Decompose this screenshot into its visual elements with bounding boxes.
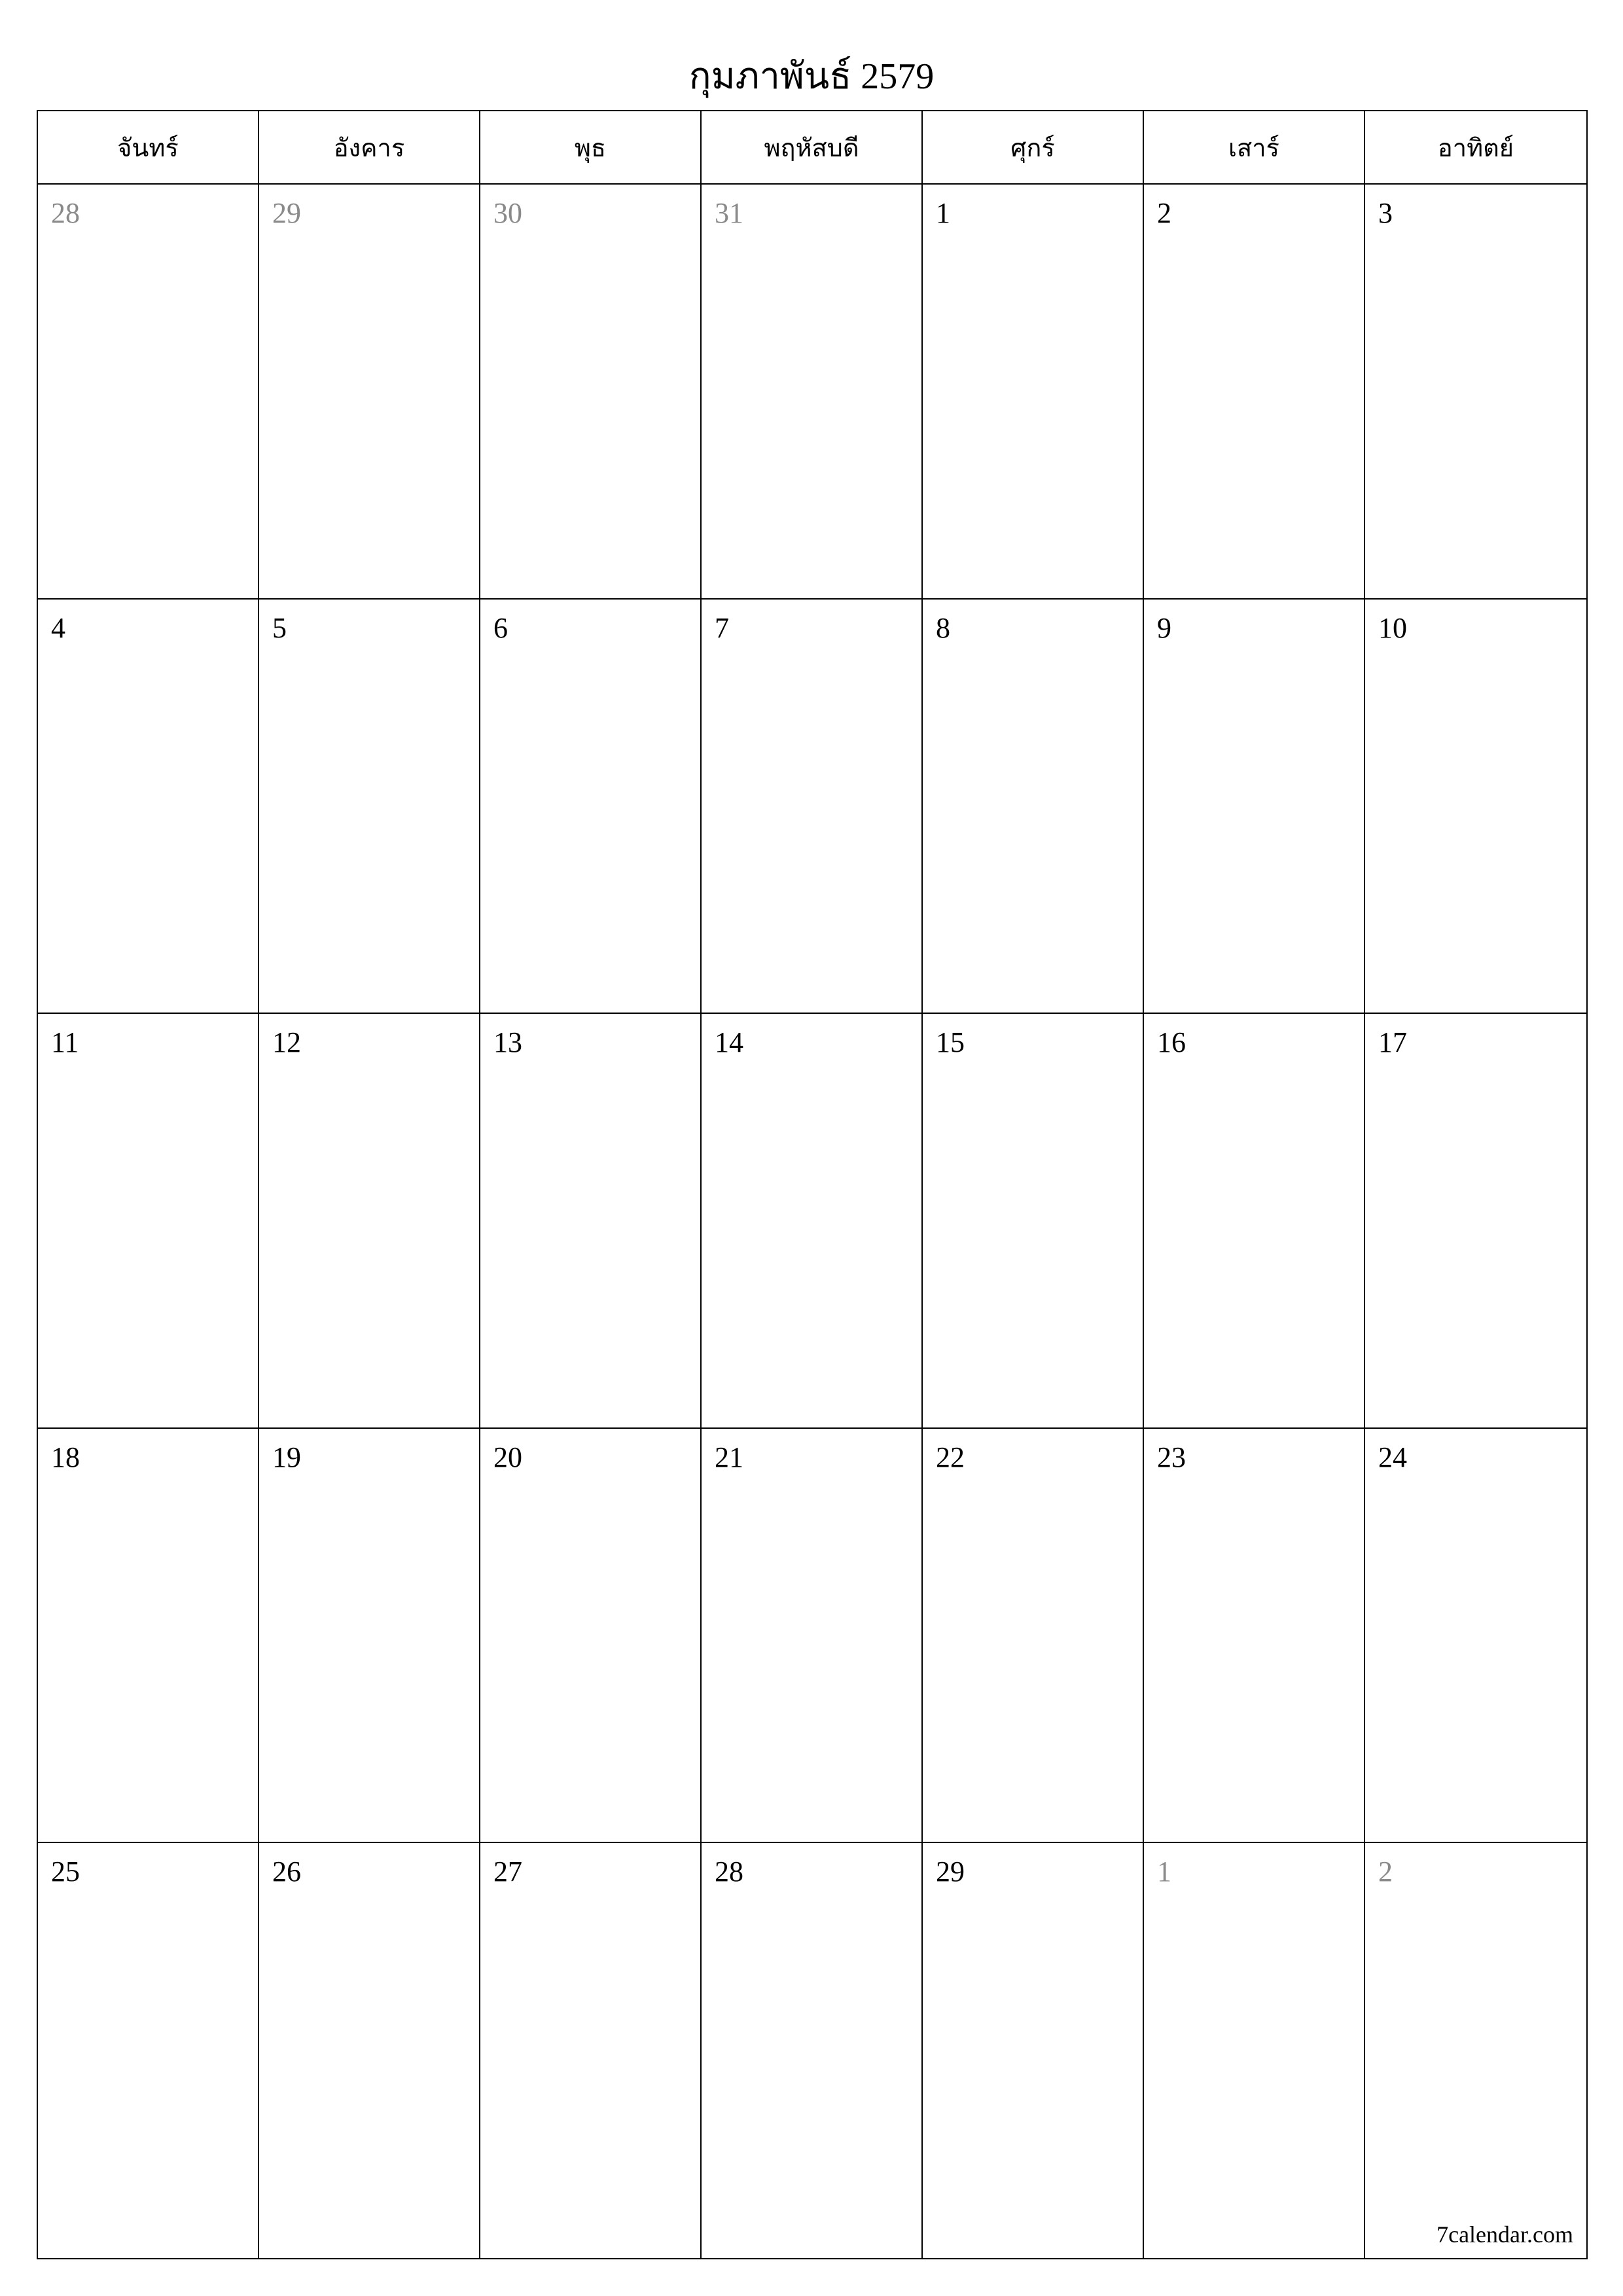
day-number: 8 [936, 611, 950, 644]
day-number: 10 [1378, 611, 1407, 644]
day-cell [480, 1014, 702, 1429]
day-number: 31 [715, 197, 743, 229]
day-cell [259, 185, 480, 600]
day-number: 21 [715, 1441, 743, 1473]
day-cell [923, 185, 1144, 600]
day-cell [1144, 1843, 1365, 2258]
day-number: 23 [1157, 1441, 1186, 1473]
day-number: 4 [51, 611, 65, 644]
day-cell [702, 1014, 923, 1429]
day-cell [480, 185, 702, 600]
day-number: 30 [493, 197, 522, 229]
day-number: 14 [715, 1026, 743, 1059]
day-number: 18 [51, 1441, 80, 1473]
day-cell [702, 1843, 923, 2258]
day-number: 27 [493, 1856, 522, 1888]
day-cell [923, 1843, 1144, 2258]
day-cell [38, 600, 259, 1014]
day-cell [480, 1843, 702, 2258]
day-cell [38, 1014, 259, 1429]
day-number: 29 [936, 1856, 965, 1888]
day-cell [38, 1843, 259, 2258]
day-cell [1144, 1014, 1365, 1429]
day-cell [702, 600, 923, 1014]
day-cell [38, 1429, 259, 1844]
day-number: 2 [1157, 197, 1171, 229]
day-cell [259, 600, 480, 1014]
weekday-header: พฤหัสบดี [702, 111, 923, 185]
day-number: 16 [1157, 1026, 1186, 1059]
day-number: 12 [272, 1026, 301, 1059]
day-cell [259, 1014, 480, 1429]
day-cell [923, 1014, 1144, 1429]
day-number: 3 [1378, 197, 1393, 229]
day-cell [259, 1843, 480, 2258]
day-cell [702, 1429, 923, 1844]
day-number: 17 [1378, 1026, 1407, 1059]
weekday-header: อังคาร [259, 111, 480, 185]
day-number: 26 [272, 1856, 301, 1888]
day-number: 1 [1157, 1856, 1171, 1888]
page-title: กุมภาพันธ์ 2579 [688, 56, 935, 97]
day-number: 15 [936, 1026, 965, 1059]
day-number: 11 [51, 1026, 79, 1059]
day-number: 28 [51, 197, 80, 229]
day-number: 20 [493, 1441, 522, 1473]
day-number: 28 [715, 1856, 743, 1888]
day-number: 7 [715, 611, 729, 644]
day-number: 19 [272, 1441, 301, 1473]
day-cell [480, 1429, 702, 1844]
day-cell [1144, 1429, 1365, 1844]
weekday-header: ศุกร์ [923, 111, 1144, 185]
day-cell [1365, 1014, 1586, 1429]
footer-credit: 7calendar.com [1436, 2221, 1573, 2248]
day-number: 6 [493, 611, 508, 644]
weekday-header: เสาร์ [1144, 111, 1365, 185]
day-number: 29 [272, 197, 301, 229]
weekday-header: จันทร์ [38, 111, 259, 185]
weekday-header: พุธ [480, 111, 702, 185]
day-cell [702, 185, 923, 600]
day-number: 5 [272, 611, 287, 644]
day-cell [1365, 185, 1586, 600]
day-cell [923, 600, 1144, 1014]
day-cell [1365, 600, 1586, 1014]
calendar-grid [37, 110, 1588, 2259]
day-number: 9 [1157, 611, 1171, 644]
day-number: 24 [1378, 1441, 1407, 1473]
day-cell [1365, 1843, 1586, 2258]
day-cell [480, 600, 702, 1014]
day-cell [1144, 185, 1365, 600]
day-cell [259, 1429, 480, 1844]
day-number: 1 [936, 197, 950, 229]
day-number: 25 [51, 1856, 80, 1888]
day-cell [38, 185, 259, 600]
day-cell [1365, 1429, 1586, 1844]
weekday-header: อาทิตย์ [1365, 111, 1586, 185]
day-number: 22 [936, 1441, 965, 1473]
day-cell [1144, 600, 1365, 1014]
day-number: 13 [493, 1026, 522, 1059]
day-cell [923, 1429, 1144, 1844]
day-number: 2 [1378, 1856, 1393, 1888]
